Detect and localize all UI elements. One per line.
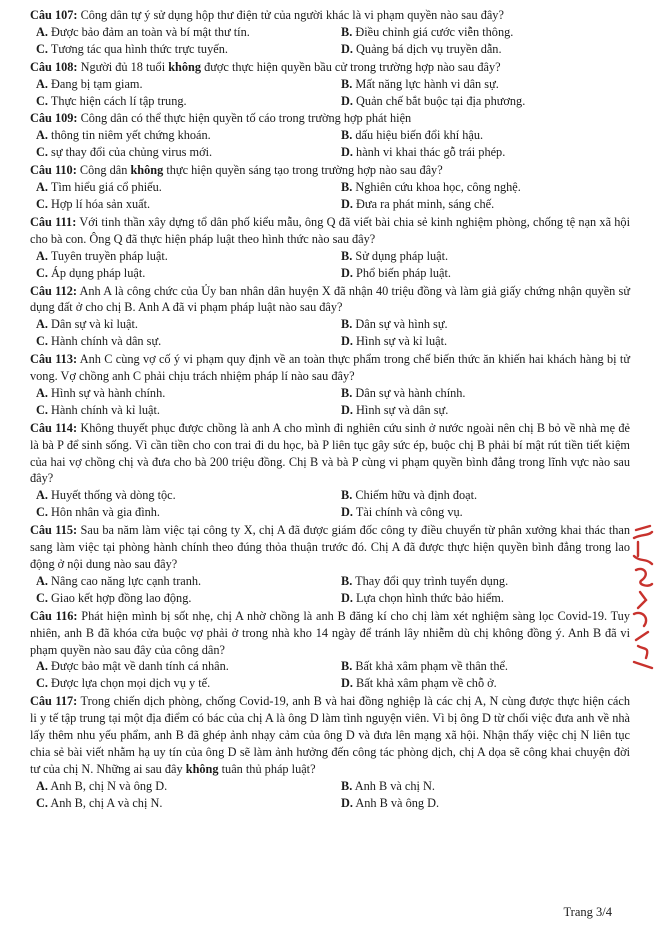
- option-text: Anh B, chị N và ông D.: [50, 778, 168, 793]
- option-text: Dân sự và hành chính.: [355, 385, 466, 400]
- option-text: Được bảo đảm an toàn và bí mật thư tín.: [51, 24, 250, 39]
- answer-option[interactable]: [36, 248, 333, 265]
- option-letter: C.: [36, 41, 48, 56]
- red-stamp-mark: [628, 522, 658, 672]
- option-text: Hợp lí hóa sản xuất.: [51, 196, 151, 211]
- option-letter: A.: [36, 128, 48, 143]
- option-text: Nâng cao năng lực cạnh tranh.: [51, 573, 202, 588]
- option-letter: D.: [341, 590, 353, 605]
- question-text: thực hiện quyền sáng tạo trong trường hợp nào sau đây?: [163, 163, 443, 178]
- question-block: [30, 351, 630, 419]
- answer-options: [30, 778, 630, 812]
- answer-option[interactable]: [36, 504, 333, 521]
- option-text: Hành chính và dân sự.: [51, 334, 162, 349]
- emphasis-text: không: [168, 59, 202, 74]
- question-text: Trong chiến dịch phòng, chống Covid-19, anh B và hai đồng nghiệp là các chị A, N cùng được thực hiện cách li y tế tập trung tại một địa điểm có bác của chị A là ông D làm tình nguyện viên. Vì bị ông D từ chối việc đưa anh về nhà lấy thêm nhu yếu phẩm, anh B đã ghép ảnh nhạy cảm của ông D và đưa lên mạng xã hội. Nhận thấy việc chị N liên tục chia sẻ bài viết nhằm hạ uy tín của ông D sẽ làm ảnh hưởng đến công tác phòng dịch, chị A dọa sẽ công khai chuyện đời tư của chị N. Những ai sau đây: [30, 694, 630, 776]
- exam-page: [30, 7, 630, 813]
- option-letter: A.: [36, 488, 48, 503]
- option-letter: A.: [36, 76, 48, 91]
- answer-option[interactable]: [333, 265, 630, 282]
- answer-option[interactable]: [333, 248, 630, 265]
- answer-option[interactable]: [333, 658, 630, 675]
- answer-option[interactable]: [333, 385, 630, 402]
- option-text: Mất năng lực hành vi dân sự.: [355, 76, 499, 91]
- answer-option[interactable]: [333, 778, 630, 795]
- question-block: [30, 522, 630, 607]
- answer-option[interactable]: [333, 316, 630, 333]
- option-letter: A.: [36, 248, 48, 263]
- option-letter: A.: [36, 180, 48, 195]
- option-letter: B.: [341, 659, 353, 674]
- question-stem: [30, 693, 630, 778]
- option-letter: C.: [36, 402, 48, 417]
- answer-option[interactable]: [36, 385, 333, 402]
- option-text: dấu hiệu biến đổi khí hậu.: [355, 128, 484, 143]
- question-stem: [30, 59, 630, 76]
- emphasis-text: không: [185, 761, 219, 776]
- answer-option[interactable]: [333, 590, 630, 607]
- option-letter: B.: [341, 385, 353, 400]
- option-text: Điều chỉnh giá cước viễn thông.: [355, 24, 514, 39]
- option-letter: B.: [341, 317, 353, 332]
- option-letter: D.: [341, 402, 353, 417]
- answer-option[interactable]: [333, 93, 630, 110]
- question-number: Câu 110:: [30, 163, 77, 178]
- option-letter: D.: [341, 145, 353, 160]
- answer-option[interactable]: [333, 795, 630, 812]
- question-number: Câu 114:: [30, 420, 78, 435]
- option-text: Hình sự và kỉ luật.: [356, 334, 448, 349]
- question-text: Anh A là công chức của Ủy ban nhân dân huyện X đã nhận 40 triệu đồng và làm giả giấy chứng nhận quyền sử dụng đất ở cho chị B. Anh A đã vi phạm pháp luật nào sau đây?: [30, 283, 630, 315]
- answer-option[interactable]: [36, 658, 333, 675]
- question-block: [30, 162, 630, 213]
- question-text: tuân thủ pháp luật?: [218, 761, 316, 776]
- answer-option[interactable]: [36, 573, 333, 590]
- answer-option[interactable]: [36, 179, 333, 196]
- option-text: Quản chế bắt buộc tại địa phương.: [356, 93, 526, 108]
- option-text: Đưa ra phát minh, sáng chế.: [356, 196, 495, 211]
- question-stem: [30, 522, 630, 573]
- option-letter: D.: [341, 265, 353, 280]
- option-letter: A.: [36, 385, 48, 400]
- question-stem: [30, 110, 630, 127]
- question-number: Câu 117:: [30, 694, 78, 709]
- question-stem: [30, 608, 630, 659]
- option-letter: C.: [36, 795, 48, 810]
- answer-option[interactable]: [333, 333, 630, 350]
- question-stem: [30, 214, 630, 248]
- question-stem: [30, 420, 630, 488]
- option-text: Nghiên cứu khoa học, công nghệ.: [355, 180, 521, 195]
- answer-options: [30, 24, 630, 58]
- option-letter: A.: [36, 317, 48, 332]
- answer-option[interactable]: [36, 76, 333, 93]
- question-number: Câu 112:: [30, 283, 77, 298]
- option-letter: B.: [341, 128, 353, 143]
- answer-option[interactable]: [36, 795, 333, 812]
- answer-option[interactable]: [36, 93, 333, 110]
- option-letter: D.: [341, 505, 353, 520]
- option-text: Thay đổi quy trình tuyển dụng.: [355, 573, 509, 588]
- question-stem: [30, 283, 630, 317]
- question-stem: [30, 162, 630, 179]
- answer-option[interactable]: [36, 196, 333, 213]
- question-number: Câu 109:: [30, 111, 78, 126]
- option-text: Tìm hiểu giá cổ phiếu.: [50, 180, 162, 195]
- question-text: Công dân có thể thực hiện quyền tố cáo trong trường hợp phát hiện: [80, 111, 412, 126]
- answer-options: [30, 76, 630, 110]
- option-text: sự thay đổi của chủng virus mới.: [51, 145, 213, 160]
- answer-option[interactable]: [333, 179, 630, 196]
- option-letter: D.: [341, 334, 353, 349]
- option-text: Lựa chọn hình thức bảo hiểm.: [356, 590, 504, 605]
- option-text: Được bảo mật về danh tính cá nhân.: [51, 659, 229, 674]
- answer-option[interactable]: [333, 24, 630, 41]
- answer-options: [30, 179, 630, 213]
- question-text: Công dân tự ý sử dụng hộp thư điện tử của người khác là vi phạm quyền nào sau đây?: [80, 8, 504, 22]
- question-block: [30, 110, 630, 161]
- option-text: Anh B và ông D.: [355, 795, 440, 810]
- answer-option[interactable]: [333, 41, 630, 58]
- option-text: Tuyên truyền pháp luật.: [50, 248, 168, 263]
- question-number: Câu 111:: [30, 214, 77, 229]
- answer-option[interactable]: [333, 675, 630, 692]
- option-text: Anh B, chị A và chị N.: [50, 795, 163, 810]
- question-block: [30, 420, 630, 521]
- option-text: Hình sự và dân sự.: [356, 402, 449, 417]
- option-letter: C.: [36, 265, 48, 280]
- answer-option[interactable]: [36, 778, 333, 795]
- question-block: [30, 283, 630, 351]
- answer-option[interactable]: [36, 402, 333, 419]
- option-text: Hành chính và kỉ luật.: [51, 402, 160, 417]
- answer-option[interactable]: [333, 127, 630, 144]
- answer-options: [30, 658, 630, 692]
- option-letter: B.: [341, 488, 353, 503]
- option-text: Đang bị tạm giam.: [51, 76, 143, 91]
- answer-option[interactable]: [36, 316, 333, 333]
- answer-options: [30, 573, 630, 607]
- option-letter: A.: [36, 573, 48, 588]
- answer-option[interactable]: [333, 76, 630, 93]
- question-text: Phát hiện mình bị sốt nhẹ, chị A nhờ chồng là anh B đăng kí cho chị làm xét nghiệm sàng lọc Covid-19. Tuy nhiên, anh B đã khóa cửa buộc vợ phải ở trong nhà kho 14 ngày để tránh lây nhiễm dù chị không đồng ý. Anh B đã vi phạm quyền nào sau đây của công dân?: [30, 608, 630, 657]
- option-text: Áp dụng pháp luật.: [51, 265, 146, 280]
- option-text: Bất khả xâm phạm về chỗ ở.: [356, 676, 497, 691]
- answer-options: [30, 127, 630, 161]
- option-text: Hình sự và hành chính.: [51, 385, 166, 400]
- option-letter: D.: [341, 41, 353, 56]
- question-text: Công dân: [79, 163, 131, 178]
- option-text: Dân sự và kỉ luật.: [51, 317, 138, 332]
- option-text: Dân sự và hình sự.: [355, 317, 448, 332]
- option-text: Tài chính và công vụ.: [355, 505, 463, 520]
- answer-option[interactable]: [333, 487, 630, 504]
- question-text: Anh C cùng vợ cố ý vi phạm quy định về an toàn thực phẩm trong chế biến thức ăn khiến hai khách hàng bị tử vong. Vợ chồng anh C phải chịu trách nhiệm pháp lí nào sau đây?: [30, 352, 630, 384]
- option-text: Quảng bá dịch vụ truyền dẫn.: [356, 41, 502, 56]
- option-text: Chiếm hữu và định đoạt.: [355, 488, 478, 503]
- question-number: Câu 115:: [30, 523, 78, 538]
- option-letter: C.: [36, 93, 48, 108]
- option-letter: C.: [36, 334, 48, 349]
- answer-options: [30, 248, 630, 282]
- question-stem: [30, 7, 630, 24]
- option-text: Anh B và chị N.: [354, 778, 435, 793]
- answer-option[interactable]: [36, 590, 333, 607]
- option-letter: C.: [36, 505, 48, 520]
- answer-option[interactable]: [333, 573, 630, 590]
- option-text: Được lựa chọn mọi dịch vụ y tế.: [51, 676, 211, 691]
- option-text: Thực hiện cách lí tập trung.: [50, 93, 187, 108]
- option-text: thông tin niêm yết chứng khoán.: [51, 128, 211, 143]
- option-text: Sử dụng pháp luật.: [355, 248, 449, 263]
- answer-option[interactable]: [36, 41, 333, 58]
- option-text: Giao kết hợp đồng lao động.: [51, 590, 192, 605]
- option-letter: D.: [341, 676, 353, 691]
- answer-option[interactable]: [333, 504, 630, 521]
- answer-options: [30, 385, 630, 419]
- option-text: hành vi khai thác gỗ trái phép.: [356, 145, 506, 160]
- question-text: Không thuyết phục được chồng là anh A cho mình đi nghiên cứu sinh ở nước ngoài nên chị B bỏ về nhà mẹ đẻ là bà P để sinh sống. Vì cần tiền cho con trai đi du học, bà P liên tục gây sức ép, buộc chị B phải bí mật rút tiền tiết kiệm của hai vợ chồng chị và đưa cho bà 200 triệu đồng. Chị B và bà P cùng vi phạm quyền bình đẳng trong lĩnh vực nào sau đây?: [30, 420, 630, 486]
- option-letter: B.: [341, 778, 353, 793]
- option-letter: B.: [341, 24, 353, 39]
- answer-option[interactable]: [333, 196, 630, 213]
- question-block: [30, 59, 630, 110]
- question-text: Với tinh thần xây dựng tổ dân phố kiểu mẫu, ông Q đã viết bài chia sẻ kinh nghiệm phòng, chống tệ nạn xã hội cho bà con. Ông Q đã thực hiện pháp luật theo hình thức nào sau đây?: [30, 214, 630, 246]
- option-text: Hôn nhân và gia đình.: [51, 505, 160, 520]
- option-text: Bất khả xâm phạm về thân thể.: [355, 659, 509, 674]
- question-block: [30, 693, 630, 811]
- answer-option[interactable]: [36, 675, 333, 692]
- answer-option[interactable]: [333, 144, 630, 161]
- answer-option[interactable]: [36, 24, 333, 41]
- option-letter: A.: [36, 659, 48, 674]
- answer-option[interactable]: [36, 144, 333, 161]
- answer-option[interactable]: [36, 127, 333, 144]
- answer-option[interactable]: [36, 333, 333, 350]
- question-text: Sau ba năm làm việc tại công ty X, chị A đã được giám đốc công ty điều chuyển từ phân xưởng khai thác than sang làm việc tại phòng hành chính theo đúng thỏa thuận trước đó. Chị A đã được thực hiện quyền bình đẳng trong lao động ở nội dung nào sau đây?: [30, 523, 630, 571]
- answer-option[interactable]: [333, 402, 630, 419]
- option-text: Tương tác qua hình thức trực tuyến.: [50, 41, 228, 56]
- answer-options: [30, 316, 630, 350]
- option-letter: B.: [341, 76, 353, 91]
- option-letter: B.: [341, 180, 353, 195]
- question-text: được thực hiện quyền bầu cử trong trường hợp nào sau đây?: [201, 59, 501, 74]
- question-block: [30, 7, 630, 58]
- option-letter: A.: [36, 24, 48, 39]
- option-letter: B.: [341, 573, 353, 588]
- answer-options: [30, 487, 630, 521]
- question-number: Câu 113:: [30, 352, 78, 367]
- question-text: Người đủ 18 tuổi: [80, 59, 169, 74]
- question-number: Câu 107:: [30, 8, 78, 22]
- option-letter: D.: [341, 196, 353, 211]
- option-letter: A.: [36, 778, 48, 793]
- emphasis-text: không: [130, 163, 164, 178]
- option-letter: C.: [36, 145, 48, 160]
- question-block: [30, 608, 630, 693]
- question-number: Câu 116:: [30, 608, 78, 623]
- answer-option[interactable]: [36, 265, 333, 282]
- question-number: Câu 108:: [30, 59, 78, 74]
- option-text: Phổ biến pháp luật.: [356, 265, 451, 280]
- stamp-graphic: [628, 522, 658, 672]
- question-block: [30, 214, 630, 282]
- option-letter: C.: [36, 676, 48, 691]
- page-number: Trang 3/4: [563, 905, 612, 919]
- answer-option[interactable]: [36, 487, 333, 504]
- question-stem: [30, 351, 630, 385]
- option-letter: D.: [341, 93, 353, 108]
- option-letter: B.: [341, 248, 353, 263]
- option-letter: D.: [341, 795, 353, 810]
- option-letter: C.: [36, 590, 48, 605]
- option-text: Huyết thống và dòng tộc.: [51, 488, 176, 503]
- option-letter: C.: [36, 196, 48, 211]
